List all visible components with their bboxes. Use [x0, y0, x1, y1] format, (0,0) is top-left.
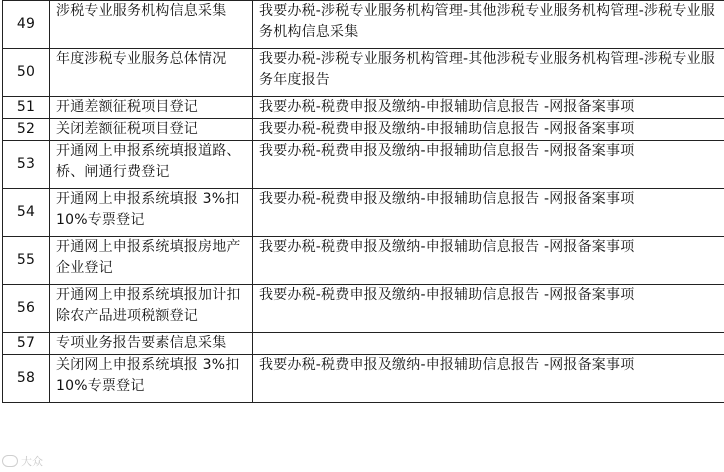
table-row [3, 333, 724, 355]
row-number: 57 [3, 333, 50, 355]
item-name: 专项业务报告要素信息采集 [50, 333, 253, 355]
item-name: 开通网上申报系统填报 3%扣 10%专票登记 [50, 189, 253, 237]
item-name: 关闭差额征税项目登记 [50, 119, 253, 141]
item-name: 开通差额征税项目登记 [50, 97, 253, 119]
row-number: 51 [3, 97, 50, 119]
table-row [3, 189, 724, 237]
row-number: 58 [3, 355, 50, 403]
item-name: 涉税专业服务机构信息采集 [50, 1, 253, 49]
table-row [3, 1, 724, 49]
item-name: 年度涉税专业服务总体情况 [50, 49, 253, 97]
row-number: 49 [3, 1, 50, 49]
table-row [3, 49, 724, 97]
watermark-text: 大众 [21, 455, 43, 468]
item-name: 开通网上申报系统填报道路、桥、闸通行费登记 [50, 141, 253, 189]
row-number: 50 [3, 49, 50, 97]
row-number: 53 [3, 141, 50, 189]
service-path [253, 333, 724, 355]
service-path: 我要办税-税费申报及缴纳-申报辅助信息报告 -网报备案事项 [253, 97, 724, 119]
item-name: 开通网上申报系统填报加计扣除农产品进项税额登记 [50, 285, 253, 333]
row-number: 56 [3, 285, 50, 333]
service-path: 我要办税-税费申报及缴纳-申报辅助信息报告 -网报备案事项 [253, 237, 724, 285]
table-row [3, 355, 724, 403]
table-row [3, 141, 724, 189]
chat-bubble-icon [2, 455, 18, 467]
row-number: 54 [3, 189, 50, 237]
service-path: 我要办税-税费申报及缴纳-申报辅助信息报告 -网报备案事项 [253, 285, 724, 333]
service-path: 我要办税-涉税专业服务机构管理-其他涉税专业服务机构管理-涉税专业服务年度报告 [253, 49, 724, 97]
item-name: 开通网上申报系统填报房地产企业登记 [50, 237, 253, 285]
table-row [3, 119, 724, 141]
service-path: 我要办税-税费申报及缴纳-申报辅助信息报告 -网报备案事项 [253, 355, 724, 403]
service-path: 我要办税-税费申报及缴纳-申报辅助信息报告 -网报备案事项 [253, 189, 724, 237]
services-table [2, 0, 724, 403]
table-row [3, 237, 724, 285]
service-path: 我要办税-涉税专业服务机构管理-其他涉税专业服务机构管理-涉税专业服务机构信息采集 [253, 1, 724, 49]
row-number: 55 [3, 237, 50, 285]
table-row [3, 97, 724, 119]
service-path: 我要办税-税费申报及缴纳-申报辅助信息报告 -网报备案事项 [253, 141, 724, 189]
row-number: 52 [3, 119, 50, 141]
table-row [3, 285, 724, 333]
watermark [2, 453, 43, 469]
service-path: 我要办税-税费申报及缴纳-申报辅助信息报告 -网报备案事项 [253, 119, 724, 141]
item-name: 关闭网上申报系统填报 3%扣 10%专票登记 [50, 355, 253, 403]
